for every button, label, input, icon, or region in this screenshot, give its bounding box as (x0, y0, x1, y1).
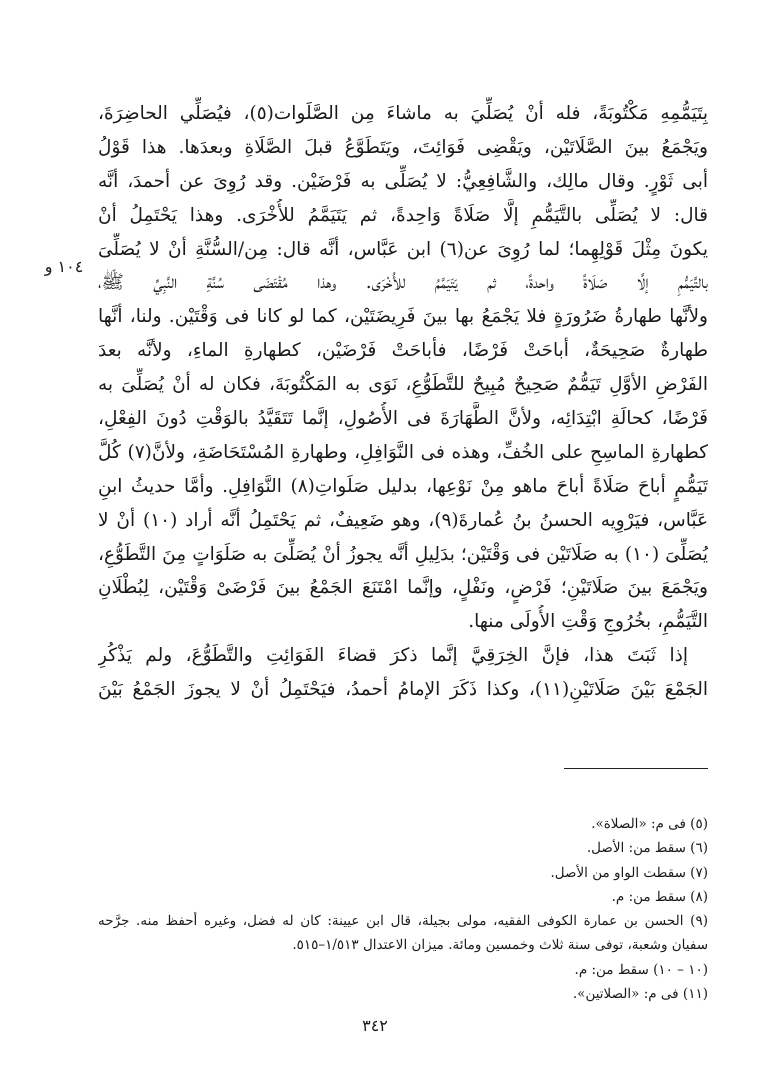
footnote-item: سفيان وشعبة، توفى سنة ثلاث وخمسين ومائة. ميزان الاعتدال ١/٥١٣–٥١٥. (292, 937, 708, 954)
text-line: يُصَلِّىَ (١٠) به صَلَاتَيْن فى وَقْتَيْن؛ بدَلِيلِ أنَّه يجوزُ أنْ يُصَلِّىَ به صَلَوَاتٍ مِنَ التَّطَوُّعِ، (98, 543, 708, 565)
footnote-divider (564, 768, 708, 769)
page-number: ٣٤٢ (362, 1016, 388, 1035)
text-line: ولأنَّها طهارةُ ضَرُورَةٍ فلا يَجْمَعُ بها بينَ فَرِيضَتَيْن، كما لو كانا فى وَقْتَيْن. ولنا، أنَّها (98, 306, 708, 328)
text-line: ويَجْمَعُ بينَ الصَّلَاتَيْن، ويَقْضِى فَوَائِتَ، ويَتَطَوَّعُ قبلَ الصَّلَاةِ وبعدَها. هذا قَوْلُ (98, 136, 708, 158)
text-line: فَرْضًا، كحالَةِ ابْتِدَائِه، ولأنَّ الطَّهَارَةَ فى الأُصُولِ، إنَّما تَتَقَيَّدُ بالوَقْتِ دُونَ الفِعْلِ، (98, 408, 708, 430)
text-line: التَّيَمُّمِ، بخُرُوجِ وَقْتِ الأُولَى منها. (468, 611, 708, 633)
text-line: بالتَّيَمُّمِ إلَّا صَلَاةً واحدةً، ثم يَتَيَمَّمُ للأُخْرَى. وهذا مُقْتَضَى سُنَّةِ النَّبِيِّ ﷺ، (98, 272, 708, 294)
text-line: بِتَيَمُّمِهِ مَكْتُوبَةً، فله أنْ يُصَلِّيَ به ماشاءَ مِن الصَّلَوات(٥)، فيُصَلِّي الحاضِرَةَ، (98, 103, 708, 124)
text-line: طهارةٌ صَحِيحَةٌ، أباحَتْ فَرْضًا، فأباحَتْ فَرْضَيْن، كطهارةِ الماءِ، ولأنَّه بعدَ (98, 340, 708, 362)
text-line: كطهارةِ الماسِحِ على الخُفِّ، وهذه فى النَّوَافِلِ، وطهارةِ المُسْتَحَاضَةِ، ولأنَّ(٧) كُلَّ (98, 441, 708, 463)
text-line: ويَجْمَعَ بينَ صَلَاتَيْنِ؛ فَرْضٍ، ونَفْلٍ، وإنَّما امْتَنَعَ الجَمْعُ بينَ فَرْضَىْ وَقْتَيْن، لِبُطْلَانِ (98, 577, 708, 599)
text-line: أبى ثَوْرٍ. وقال مالِك، والشَّافِعِيُّ: لا يُصَلِّى به فَرْضَيْن. وقد رُوِىَ عن أحمدَ، أنَّه (98, 170, 708, 192)
text-line: يكونَ مِثْلَ قَوْلِهِما؛ لما رُوِىَ عن(٦) ابن عَبَّاس، أنَّه قال: مِن/السُّنَّةِ أنْ لا يُصَلِّىَ (98, 238, 708, 260)
footnotes (98, 812, 708, 1006)
footnote-item: (١١) فى م: «الصلاتين». (572, 986, 708, 1003)
footnote-item: (٧) سقطت الواو من الأصل. (550, 864, 708, 881)
text-line: إذا ثَبَتَ هذا، فإنَّ الخِرَقِيَّ إنَّما ذكرَ قضاءَ الفَوَائِتِ والتَّطَوُّعَ، ولم يَذْكُرِ (98, 645, 688, 667)
text-line: الجَمْعَ بَيْنَ صَلَاتَيْنِ(١١)، وكذا ذَكَرَ الإمامُ أحمدُ، فيَحْتَمِلُ أنْ لا يجوزَ الجَمْعُ بَيْنَ (98, 679, 708, 701)
footnote-item: (٦) سقط من: الأصل. (586, 840, 708, 857)
text-line: الفَرْضِ الأوَّلِ تَيَمُّمٌ صَحِيحٌ مُبِيحٌ للتَّطَوُّعِ، نَوَى به المَكْتُوبَةَ، فكان له أنْ يُصَلِّىَ به (98, 374, 708, 396)
main-text-body (98, 97, 708, 707)
text-line: عَبَّاس، فيَرْوِيه الحسنُ بنُ عُمارةَ(٩)، وهو ضَعِيفٌ، ثم يَحْتَمِلُ أنَّه أراد (١٠) أنْ لا (98, 509, 708, 531)
footnote-item: (١٠ – ١٠) سقط من: م. (574, 961, 708, 978)
text-line: قال: لا يُصَلِّى بالتَّيَمُّمِ إلَّا صَلَاةً وَاحِدةً، ثم يَتَيَمَّمُ للأُخْرَى. وهذا يَحْتَمِلُ أنْ (98, 204, 708, 226)
footnote-item: (٨) سقط من: م. (611, 888, 708, 905)
margin-folio-marker: ١٠٤ و (44, 257, 84, 276)
footnote-item: (٥) فى م: «الصلاة». (591, 816, 708, 832)
footnote-item: (٩) الحسن بن عمارة الكوفى الفقيه، مولى بجيلة، قال ابن عيينة: كان له فضل، وغيره أحفظ منه. جرَّحه (98, 913, 708, 930)
text-line: تَيَمُّمٍ أباحَ صَلَاةً أباحَ ماهو مِنْ نَوْعِها، بدليل صَلَواتِ(٨) النَّوَافِلِ. وأمَّا حديثُ ابنِ (98, 475, 708, 497)
